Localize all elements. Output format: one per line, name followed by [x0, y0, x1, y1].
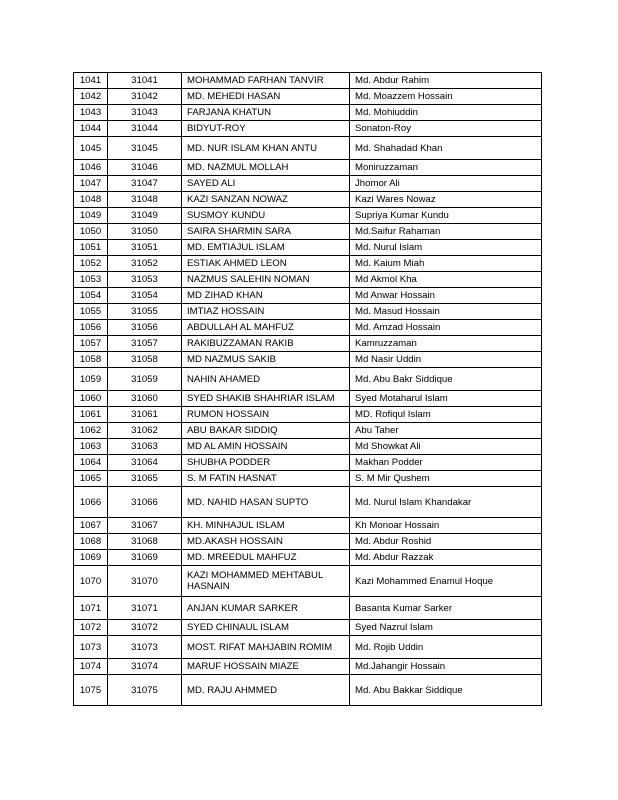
table-row [74, 224, 542, 240]
serial-cell: 1053 [74, 272, 108, 288]
father-name-cell: Md Akmol Kha [350, 272, 542, 288]
name-cell: MD. NUR ISLAM KHAN ANTU [182, 137, 350, 160]
roll-cell: 31050 [108, 224, 182, 240]
serial-cell: 1070 [74, 566, 108, 597]
roll-cell: 31063 [108, 439, 182, 455]
roll-cell: 31041 [108, 73, 182, 89]
father-name-cell: Md. Nurul Islam [350, 240, 542, 256]
name-cell: SYED SHAKIB SHAHRIAR ISLAM [182, 391, 350, 407]
serial-cell: 1064 [74, 455, 108, 471]
serial-cell: 1042 [74, 89, 108, 105]
roll-cell: 31045 [108, 137, 182, 160]
serial-cell: 1054 [74, 288, 108, 304]
father-name-cell: Md. Rojib Uddin [350, 636, 542, 659]
table-row [74, 597, 542, 620]
table-row [74, 675, 542, 706]
father-name-cell: Md. Mohiuddin [350, 105, 542, 121]
serial-cell: 1074 [74, 659, 108, 675]
name-cell: RUMON HOSSAIN [182, 407, 350, 423]
roll-cell: 31055 [108, 304, 182, 320]
name-cell: S. M FATIN HASNAT [182, 471, 350, 487]
father-name-cell: MD. Rofiqul Islam [350, 407, 542, 423]
father-name-cell: Basanta Kumar Sarker [350, 597, 542, 620]
serial-cell: 1048 [74, 192, 108, 208]
table-row [74, 192, 542, 208]
roll-cell: 31068 [108, 534, 182, 550]
roll-cell: 31052 [108, 256, 182, 272]
table-row [74, 240, 542, 256]
candidate-table-body [74, 73, 542, 706]
roll-cell: 31059 [108, 368, 182, 391]
name-cell: NAZMUS SALEHIN NOMAN [182, 272, 350, 288]
name-cell: KAZI SANZAN NOWAZ [182, 192, 350, 208]
table-row [74, 423, 542, 439]
roll-cell: 31072 [108, 620, 182, 636]
serial-cell: 1075 [74, 675, 108, 706]
roll-cell: 31065 [108, 471, 182, 487]
table-row [74, 304, 542, 320]
serial-cell: 1063 [74, 439, 108, 455]
roll-cell: 31061 [108, 407, 182, 423]
table-row [74, 566, 542, 597]
father-name-cell: Md Nasir Uddin [350, 352, 542, 368]
name-cell: BIDYUT-ROY [182, 121, 350, 137]
roll-cell: 31064 [108, 455, 182, 471]
table-row [74, 487, 542, 518]
father-name-cell: Abu Taher [350, 423, 542, 439]
name-cell: KH. MINHAJUL ISLAM [182, 518, 350, 534]
table-row [74, 391, 542, 407]
name-cell: SYED CHINAUL ISLAM [182, 620, 350, 636]
serial-cell: 1066 [74, 487, 108, 518]
table-row [74, 336, 542, 352]
serial-cell: 1057 [74, 336, 108, 352]
father-name-cell: Sonaton-Roy [350, 121, 542, 137]
table-row [74, 176, 542, 192]
father-name-cell: Md. Amzad Hossain [350, 320, 542, 336]
father-name-cell: Md.Jahangir Hossain [350, 659, 542, 675]
table-row [74, 518, 542, 534]
father-name-cell: Md. Abu Bakkar Siddique [350, 675, 542, 706]
name-cell: SHUBHA PODDER [182, 455, 350, 471]
father-name-cell: Kh Monoar Hossain [350, 518, 542, 534]
father-name-cell: Kazi Wares Nowaz [350, 192, 542, 208]
roll-cell: 31054 [108, 288, 182, 304]
father-name-cell: Md.Saifur Rahaman [350, 224, 542, 240]
name-cell: MD. NAHID HASAN SUPTO [182, 487, 350, 518]
serial-cell: 1044 [74, 121, 108, 137]
table-row [74, 439, 542, 455]
name-cell: SAYED ALI [182, 176, 350, 192]
roll-cell: 31044 [108, 121, 182, 137]
father-name-cell: Md. Moazzem Hossain [350, 89, 542, 105]
serial-cell: 1051 [74, 240, 108, 256]
name-cell: MD. RAJU AHMMED [182, 675, 350, 706]
table-row [74, 320, 542, 336]
table-row [74, 73, 542, 89]
table-row [74, 368, 542, 391]
serial-cell: 1043 [74, 105, 108, 121]
father-name-cell: Md. Abu Bakr Siddique [350, 368, 542, 391]
table-row [74, 105, 542, 121]
father-name-cell: Makhan Podder [350, 455, 542, 471]
father-name-cell: Md. Kaium Miah [350, 256, 542, 272]
serial-cell: 1046 [74, 160, 108, 176]
name-cell: MD NAZMUS SAKIB [182, 352, 350, 368]
name-cell: NAHIN AHAMED [182, 368, 350, 391]
name-cell: MARUF HOSSAIN MIAZE [182, 659, 350, 675]
father-name-cell: Md Anwar Hossain [350, 288, 542, 304]
name-cell: MD AL AMIN HOSSAIN [182, 439, 350, 455]
table-row [74, 137, 542, 160]
father-name-cell: Moniruzzaman [350, 160, 542, 176]
serial-cell: 1071 [74, 597, 108, 620]
roll-cell: 31075 [108, 675, 182, 706]
roll-cell: 31069 [108, 550, 182, 566]
father-name-cell: Md. Abdur Rahim [350, 73, 542, 89]
name-cell: MD. MEHEDI HASAN [182, 89, 350, 105]
table-row [74, 352, 542, 368]
serial-cell: 1062 [74, 423, 108, 439]
serial-cell: 1067 [74, 518, 108, 534]
serial-cell: 1059 [74, 368, 108, 391]
roll-cell: 31066 [108, 487, 182, 518]
serial-cell: 1052 [74, 256, 108, 272]
table-row [74, 620, 542, 636]
name-cell: ANJAN KUMAR SARKER [182, 597, 350, 620]
table-row [74, 121, 542, 137]
name-cell: ABDULLAH AL MAHFUZ [182, 320, 350, 336]
serial-cell: 1047 [74, 176, 108, 192]
name-cell: IMTIAZ HOSSAIN [182, 304, 350, 320]
roll-cell: 31056 [108, 320, 182, 336]
serial-cell: 1068 [74, 534, 108, 550]
table-row [74, 407, 542, 423]
roll-cell: 31073 [108, 636, 182, 659]
table-row [74, 471, 542, 487]
name-cell: KAZI MOHAMMED MEHTABUL HASNAIN [182, 566, 350, 597]
name-cell: ESTIAK AHMED LEON [182, 256, 350, 272]
father-name-cell: Md. Shahadad Khan [350, 137, 542, 160]
table-row [74, 534, 542, 550]
roll-cell: 31049 [108, 208, 182, 224]
serial-cell: 1065 [74, 471, 108, 487]
roll-cell: 31047 [108, 176, 182, 192]
father-name-cell: Kamruzzaman [350, 336, 542, 352]
roll-cell: 31053 [108, 272, 182, 288]
table-row [74, 659, 542, 675]
roll-cell: 31071 [108, 597, 182, 620]
father-name-cell: Md. Abdur Roshid [350, 534, 542, 550]
serial-cell: 1060 [74, 391, 108, 407]
name-cell: MD. MREEDUL MAHFUZ [182, 550, 350, 566]
table-row [74, 636, 542, 659]
father-name-cell: Kazi Mohammed Enamul Hoque [350, 566, 542, 597]
name-cell: RAKIBUZZAMAN RAKIB [182, 336, 350, 352]
roll-cell: 31060 [108, 391, 182, 407]
roll-cell: 31074 [108, 659, 182, 675]
roll-cell: 31051 [108, 240, 182, 256]
roll-cell: 31042 [108, 89, 182, 105]
father-name-cell: Md. Abdur Razzak [350, 550, 542, 566]
table-row [74, 208, 542, 224]
name-cell: SAIRA SHARMIN SARA [182, 224, 350, 240]
father-name-cell: Syed Nazrul Islam [350, 620, 542, 636]
name-cell: FARJANA KHATUN [182, 105, 350, 121]
father-name-cell: Syed Motaharul Islam [350, 391, 542, 407]
name-cell: ABU BAKAR SIDDIQ [182, 423, 350, 439]
name-cell: SUSMOY KUNDU [182, 208, 350, 224]
candidate-table [73, 72, 542, 706]
roll-cell: 31070 [108, 566, 182, 597]
roll-cell: 31062 [108, 423, 182, 439]
table-row [74, 550, 542, 566]
table-row [74, 455, 542, 471]
table-row [74, 288, 542, 304]
serial-cell: 1055 [74, 304, 108, 320]
table-row [74, 89, 542, 105]
serial-cell: 1058 [74, 352, 108, 368]
name-cell: MD ZIHAD KHAN [182, 288, 350, 304]
table-row [74, 256, 542, 272]
serial-cell: 1069 [74, 550, 108, 566]
name-cell: MOHAMMAD FARHAN TANVIR [182, 73, 350, 89]
roll-cell: 31048 [108, 192, 182, 208]
serial-cell: 1041 [74, 73, 108, 89]
serial-cell: 1045 [74, 137, 108, 160]
father-name-cell: Md. Nurul Islam Khandakar [350, 487, 542, 518]
father-name-cell: Md. Masud Hossain [350, 304, 542, 320]
name-cell: MD. EMTIAJUL ISLAM [182, 240, 350, 256]
roll-cell: 31043 [108, 105, 182, 121]
serial-cell: 1073 [74, 636, 108, 659]
roll-cell: 31067 [108, 518, 182, 534]
roll-cell: 31058 [108, 352, 182, 368]
serial-cell: 1056 [74, 320, 108, 336]
serial-cell: 1072 [74, 620, 108, 636]
name-cell: MD. NAZMUL MOLLAH [182, 160, 350, 176]
father-name-cell: Supriya Kumar Kundu [350, 208, 542, 224]
serial-cell: 1050 [74, 224, 108, 240]
father-name-cell: S. M Mir Qushem [350, 471, 542, 487]
name-cell: MD.AKASH HOSSAIN [182, 534, 350, 550]
father-name-cell: Jhomor Ali [350, 176, 542, 192]
roll-cell: 31057 [108, 336, 182, 352]
table-row [74, 160, 542, 176]
table-row [74, 272, 542, 288]
serial-cell: 1049 [74, 208, 108, 224]
roll-cell: 31046 [108, 160, 182, 176]
father-name-cell: Md Showkat Ali [350, 439, 542, 455]
name-cell: MOST. RIFAT MAHJABIN ROMIM [182, 636, 350, 659]
serial-cell: 1061 [74, 407, 108, 423]
